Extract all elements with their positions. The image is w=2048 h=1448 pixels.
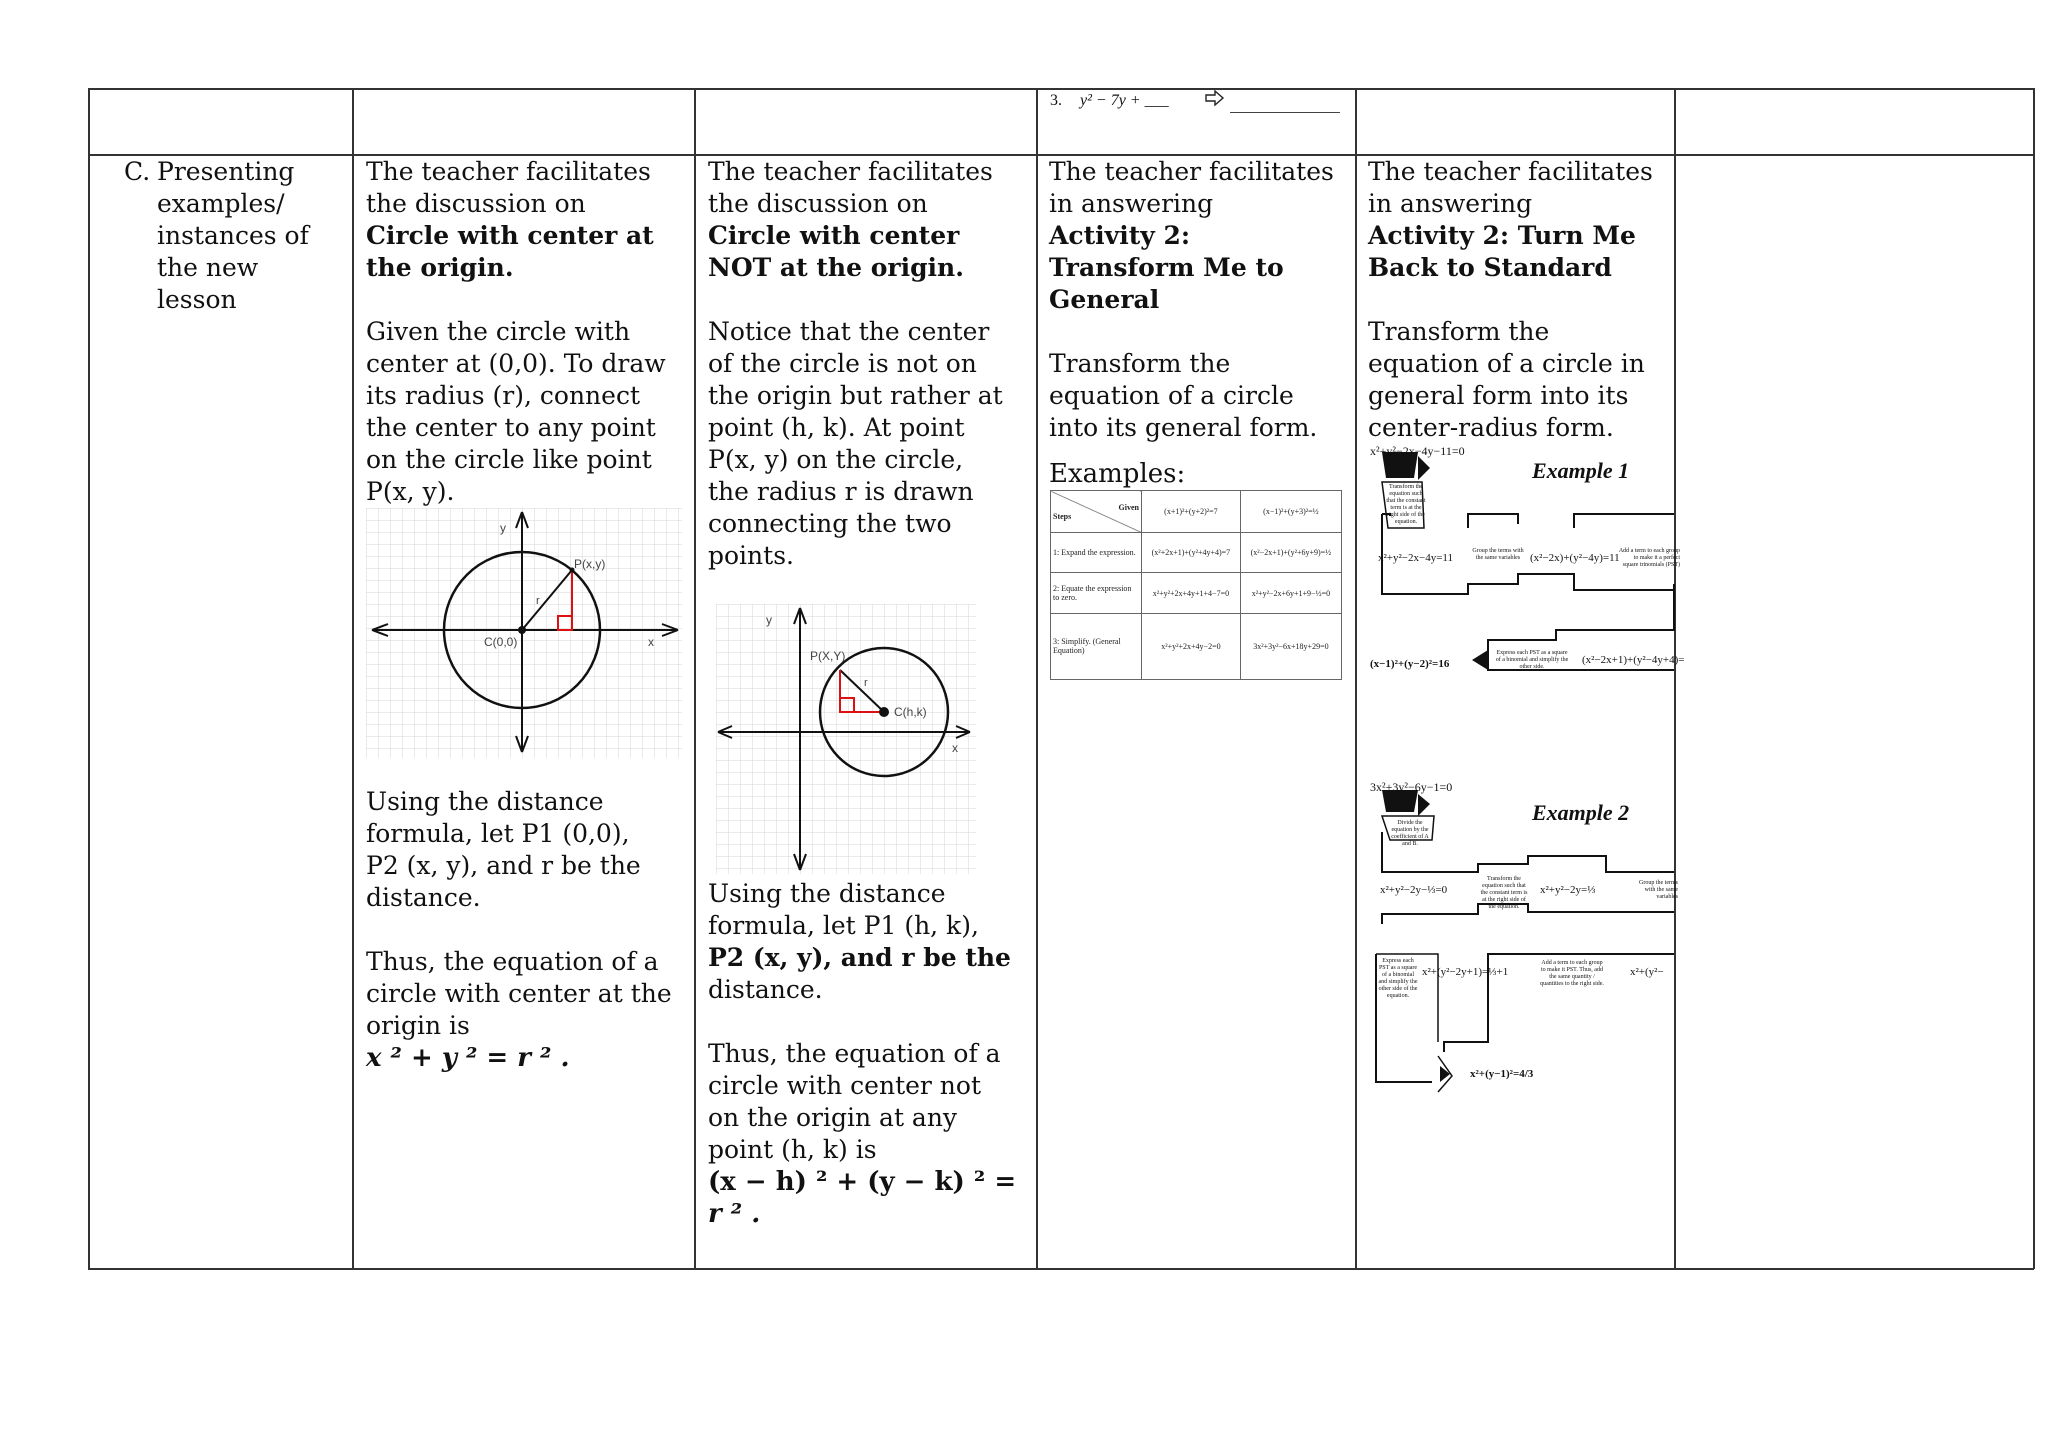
col4-title: Back to Standard xyxy=(1368,253,1612,282)
item-expression: y² − 7y + ___ xyxy=(1080,92,1169,109)
col4-title: Activity 2: Turn Me xyxy=(1368,221,1636,250)
col4-paragraph-line: center-radius form. xyxy=(1368,413,1614,442)
example-2-step: x²+(y²− xyxy=(1630,966,1664,978)
col2-paragraph-line: point (h, k). At point xyxy=(708,413,965,442)
row-label-line: instances of xyxy=(157,221,309,250)
col1-paragraph-line: Using the distance xyxy=(366,787,604,816)
example-1-start: x²+y²−2x−4y−11=0 xyxy=(1370,444,1465,458)
col2-equation: r ² . xyxy=(708,1199,761,1229)
answer-blank-line xyxy=(1230,112,1340,113)
col1-paragraph-line: Given the circle with xyxy=(366,317,631,346)
table-border-left xyxy=(88,88,90,1269)
example-2-title: Example 2 xyxy=(1532,800,1630,825)
col2-paragraph-line: distance. xyxy=(708,975,823,1004)
col2-paragraph-line: Thus, the equation of a xyxy=(708,1039,1001,1068)
table-corner-top: Given xyxy=(1118,502,1139,512)
col4-paragraph-line: Transform the xyxy=(1368,317,1550,346)
table-cell: (x²+2x+1)+(y²+4y+4)=7 xyxy=(1142,533,1241,573)
col2-intro: The teacher facilitates xyxy=(708,157,993,186)
col2-paragraph-line: P(x, y) on the circle, xyxy=(708,445,964,474)
table-header-cell: (x−1)²+(y+3)²=½ xyxy=(1240,491,1341,533)
examples-label: Examples: xyxy=(1049,459,1186,489)
col3-paragraph-line: into its general form. xyxy=(1049,413,1318,442)
col4-intro: in answering xyxy=(1368,189,1533,218)
row-label-line: lesson xyxy=(157,285,237,314)
example-1-step: (x²−2x+1)+(y²−4y+4)= xyxy=(1582,654,1685,666)
point-label: P(X,Y) xyxy=(810,649,846,663)
col1-paragraph-line: P(x, y). xyxy=(366,477,455,506)
col1-paragraph-line: Thus, the equation of a xyxy=(366,947,659,976)
row-label-letter: C. xyxy=(124,157,151,186)
column-divider-1 xyxy=(352,88,354,1269)
example-2-start: 3x²+3y²−6y−1=0 xyxy=(1370,780,1453,794)
col1-paragraph-line: center at (0,0). To draw xyxy=(366,349,666,378)
point-label: P(x,y) xyxy=(574,557,606,571)
column-circle-not-at-origin xyxy=(708,156,1038,572)
x-axis-label: x xyxy=(952,741,958,755)
radius-label: r xyxy=(536,595,540,607)
table-step-cell: 1: Expand the expression. xyxy=(1051,533,1142,573)
example-2-note: Divide the equation by the coefficient of A and B. xyxy=(1391,820,1429,847)
column-activity-turn-back-standard xyxy=(1368,156,1673,444)
col3-intro: The teacher facilitates xyxy=(1049,157,1334,186)
col4-paragraph-line: equation of a circle in xyxy=(1368,349,1645,378)
column-circle-not-at-origin-part2 xyxy=(708,878,1038,1230)
col4-intro: The teacher facilitates xyxy=(1368,157,1653,186)
examples-table xyxy=(1050,490,1342,680)
column-circle-at-origin xyxy=(366,156,696,508)
example-1-title: Example 1 xyxy=(1532,458,1630,483)
example-1-step: (x²−2x)+(y²−4y)=11 xyxy=(1530,552,1620,564)
col3-title: Transform Me to xyxy=(1049,253,1284,282)
col3-paragraph-line: Transform the xyxy=(1049,349,1231,378)
table-step-cell: 2: Equate the expression to zero. xyxy=(1051,573,1142,613)
example-2-note: Group the terms with the same variables xyxy=(1639,880,1678,900)
example-2-result: x²+(y−1)²=4/3 xyxy=(1470,1068,1534,1080)
col1-paragraph-line: circle with center at the xyxy=(366,979,672,1008)
col1-title: the origin. xyxy=(366,253,514,282)
left-arrow-icon xyxy=(1472,650,1488,670)
col2-paragraph-line: points. xyxy=(708,541,794,570)
y-axis-label: y xyxy=(500,521,506,535)
y-axis-label: y xyxy=(766,613,772,627)
table-step-cell: 3: Simplify. (General Equation) xyxy=(1051,613,1142,679)
col2-intro: the discussion on xyxy=(708,189,928,218)
circle-origin-graph xyxy=(366,508,682,758)
example-1-step: x²+y²−2x−4y=11 xyxy=(1378,552,1454,564)
example-2-diagram xyxy=(1368,780,1678,1110)
right-arrow-icon xyxy=(1205,90,1225,106)
example-2-step: x²+(y²−2y+1)=⅓+1 xyxy=(1422,966,1509,978)
col2-paragraph-line: circle with center not xyxy=(708,1071,982,1100)
column-activity-transform-general xyxy=(1049,156,1354,490)
example-1-note: Transform the equation such that the constant term is at the right side of the equation. xyxy=(1386,484,1426,525)
col2-paragraph-line: the radius r is drawn xyxy=(708,477,974,506)
example-2-note: Transform the equation such that the constant term is at the right side of the equation. xyxy=(1480,876,1528,910)
col1-intro: the discussion on xyxy=(366,189,586,218)
col2-paragraph-line: P2 (x, y), and r be the xyxy=(708,943,1011,972)
col1-equation: x ² + y ² = r ² . xyxy=(366,1043,570,1073)
table-corner-bottom: Steps xyxy=(1053,511,1072,521)
row-label-line: Presenting xyxy=(157,157,295,186)
col1-intro: The teacher facilitates xyxy=(366,157,651,186)
column-divider-5 xyxy=(1674,88,1676,1269)
example-1-diagram xyxy=(1368,444,1685,714)
radius-label: r xyxy=(864,677,868,689)
col1-paragraph-line: its radius (r), connect xyxy=(366,381,640,410)
col2-paragraph-line: formula, let P1 (h, k), xyxy=(708,911,979,940)
example-2-step: x²+y²−2y=⅓ xyxy=(1540,884,1596,896)
column-circle-at-origin-part2 xyxy=(366,786,696,1074)
top-row-item xyxy=(1050,92,1169,110)
col2-title: Circle with center xyxy=(708,221,960,250)
col4-paragraph-line: general form into its xyxy=(1368,381,1629,410)
center-label: C(h,k) xyxy=(894,705,927,719)
x-axis-label: x xyxy=(648,635,654,649)
example-1-note: Add a term to each group to make it a perfect square trinomials (PST) xyxy=(1618,548,1680,568)
row-label-line: the new xyxy=(157,253,259,282)
col2-paragraph-line: Using the distance xyxy=(708,879,946,908)
col2-equation: (x − h) ² + (y − k) ² = xyxy=(708,1167,1017,1197)
table-border-top xyxy=(88,88,2034,90)
table-corner-cell xyxy=(1051,491,1142,533)
example-2-step: x²+y²−2y−⅓=0 xyxy=(1380,884,1448,896)
col2-paragraph-line: on the origin at any xyxy=(708,1103,958,1132)
example-1-note: Group the terms with the same variables xyxy=(1472,548,1524,561)
col3-paragraph-line: equation of a circle xyxy=(1049,381,1294,410)
row-label-line: examples/ xyxy=(157,189,285,218)
col1-paragraph-line: P2 (x, y), and r be the xyxy=(366,851,641,880)
table-cell: x²+y²+2x+4y−2=0 xyxy=(1142,613,1241,679)
table-border-right xyxy=(2033,88,2035,1269)
col2-paragraph-line: Notice that the center xyxy=(708,317,990,346)
example-2-note: Express each PST as a square of a binomial and simplify the other side of the equation. xyxy=(1378,958,1418,999)
column-divider-4 xyxy=(1355,88,1357,1269)
table-cell: 3x²+3y²−6x+18y+29=0 xyxy=(1240,613,1341,679)
col1-paragraph-line: formula, let P1 (0,0), xyxy=(366,819,630,848)
circle-not-origin-graph xyxy=(716,604,976,874)
col2-title: NOT at the origin. xyxy=(708,253,964,282)
example-1-result: (x−1)²+(y−2)²=16 xyxy=(1370,658,1450,670)
col2-paragraph-line: point (h, k) is xyxy=(708,1135,877,1164)
col3-title: Activity 2: xyxy=(1049,221,1191,250)
table-cell: x²+y²−2x+6y+1+9−½=0 xyxy=(1240,573,1341,613)
col1-paragraph-line: on the circle like point xyxy=(366,445,652,474)
row-label xyxy=(124,156,344,316)
table-header-cell: (x+1)²+(y+2)²=7 xyxy=(1142,491,1241,533)
table-border-bottom xyxy=(88,1268,2034,1270)
col1-paragraph-line: distance. xyxy=(366,883,481,912)
item-number: 3. xyxy=(1050,92,1062,109)
col2-paragraph-line: the origin but rather at xyxy=(708,381,1003,410)
center-label: C(0,0) xyxy=(484,635,518,649)
col1-title: Circle with center at xyxy=(366,221,654,250)
col1-paragraph-line: origin is xyxy=(366,1011,470,1040)
table-cell: (x²−2x+1)+(y²+6y+9)=½ xyxy=(1240,533,1341,573)
table-cell: x²+y²+2x+4y+1+4−7=0 xyxy=(1142,573,1241,613)
col2-paragraph-line: of the circle is not on xyxy=(708,349,977,378)
col2-paragraph-line: connecting the two xyxy=(708,509,952,538)
col3-title: General xyxy=(1049,285,1160,314)
col1-paragraph-line: the center to any point xyxy=(366,413,656,442)
example-1-note: Express each PST as a square of a binomial and simplify the other side. xyxy=(1495,650,1569,670)
example-2-note: Add a term to each group to make it PST. Thus, add the same quantity / quantities to the right side. xyxy=(1540,960,1604,987)
col3-intro: in answering xyxy=(1049,189,1214,218)
